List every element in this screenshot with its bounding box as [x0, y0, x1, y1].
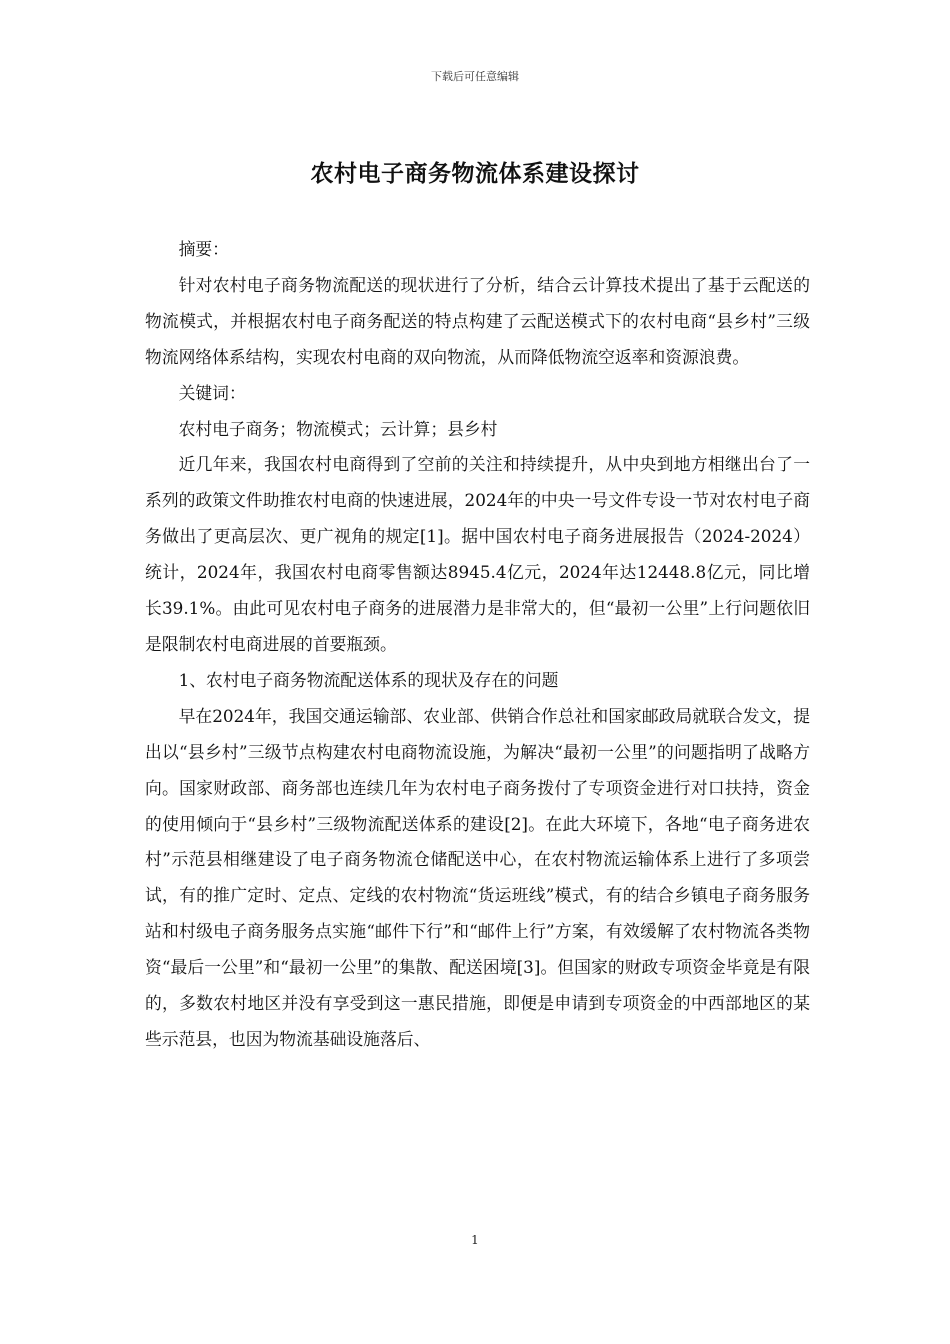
intro-paragraph: 近几年来，我国农村电商得到了空前的关注和持续提升，从中央到地方相继出台了一系列的政策文件助推农村电商的快速进展，2024年的中央一号文件专设一节对农村电子商务做出了更高层次、更广视角的规定[1]。据中国农村电子商务进展报告（2024-2024）统计，2024年，我国农村电商零售额达8945.4亿元，2024年达12448.8亿元，同比增长39.1%。由此可见农村电子商务的进展潜力是非常大的，但“最初一公里”上行问题依旧是限制农村电商进展的首要瓶颈。 — [145, 454, 810, 654]
abstract-heading: 摘要： — [178, 239, 229, 259]
section-paragraph: 早在2024年，我国交通运输部、农业部、供销合作总社和国家邮政局就联合发文，提出以“县乡村”三级节点构建农村电商物流设施，为解决“最初一公里”的问题指明了战略方向。国家财政部、商务部也连续几年为农村电子商务拨付了专项资金进行对口扶持，资金的使用倾向于“县乡村”三级物流配送体系的建设[2]。在此大环境下，各地“电子商务进农村”示范县相继建设了电子商务物流仓储配送中心，在农村物流运输体系上进行了多项尝试，有的推广定时、定点、定线的农村物流“货运班线”模式，有的结合乡镇电子商务服务站和村级电子商务服务点实施“邮件下行”和“邮件上行”方案，有效缓解了农村物流各类物资“最后一公里”和“最初一公里”的集散、配送困境[3]。但国家的财政专项资金毕竟是有限的，多数农村地区并没有享受到这一惠民措施，即便是申请到专项资金的中西部地区的某些示范县，也因为物流基础设施落后、 — [145, 705, 810, 1049]
document-title: 农村电子商务物流体系建设探讨 — [310, 160, 640, 187]
keywords-heading: 关键词： — [178, 382, 246, 403]
page-header: 下载后可任意编辑 — [431, 70, 519, 83]
section-heading: 1、农村电子商务物流配送体系的现状及存在的问题 — [178, 669, 559, 690]
document-body — [145, 232, 810, 1058]
abstract-text: 针对农村电子商务物流配送的现状进行了分析，结合云计算技术提出了基于云配送的物流模式，并根据农村电子商务配送的特点构建了云配送模式下的农村电商“县乡村”三级物流网络体系结构，实现农村电商的双向物流，从而降低物流空返率和资源浪费。 — [145, 274, 810, 367]
page-number: 1 — [471, 1233, 479, 1247]
keywords-text: 农村电子商务；物流模式；云计算；县乡村 — [178, 418, 498, 439]
